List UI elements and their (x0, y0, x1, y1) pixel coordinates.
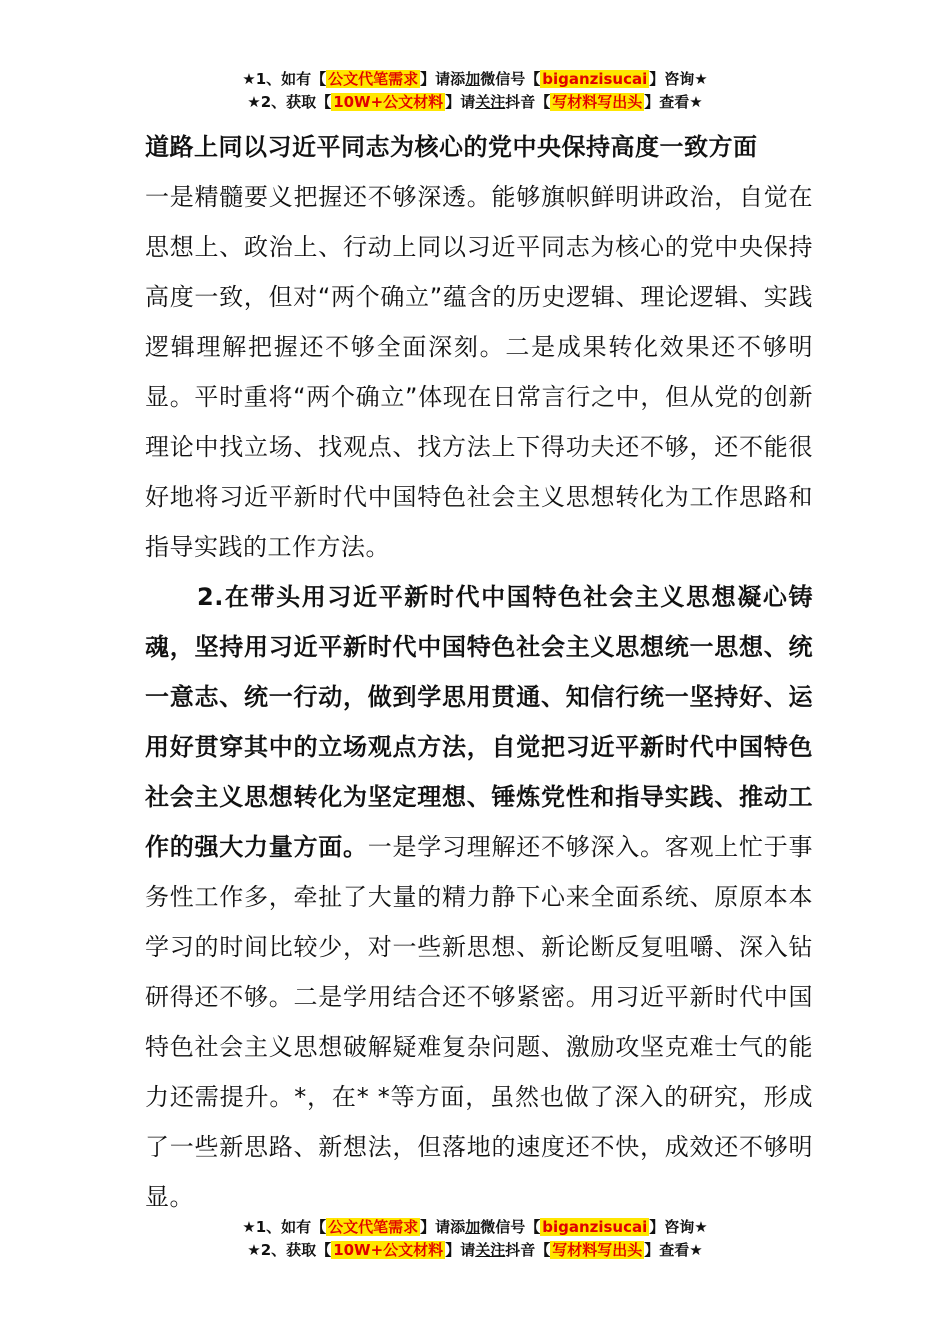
banner-text: 】请添 (420, 70, 466, 88)
section-heading-1: 道路上同以习近平同志为核心的党中央保持高度一致方面 (145, 133, 758, 161)
banner-text: ★1、如有【 (242, 70, 327, 88)
banner-line-1 (0, 1216, 950, 1239)
banner-text: 】请 (445, 93, 476, 111)
banner-text: 微信号【 (480, 70, 541, 88)
banner-text: ★2、获取【 (247, 93, 332, 111)
banner-highlight: biganzisucai (542, 70, 648, 88)
banner-text: 】咨询★ (649, 70, 708, 88)
banner-text: 】请 (445, 1241, 476, 1259)
header-banner (0, 68, 950, 114)
banner-text: 微信号【 (480, 1218, 541, 1236)
banner-line-2 (0, 1239, 950, 1262)
banner-underline: 关注 (475, 93, 506, 111)
banner-underline: 关注 (475, 1241, 506, 1259)
banner-highlight: 写材料写出头 (552, 1241, 643, 1259)
paragraph-2 (145, 572, 813, 1222)
banner-underline: 加 (465, 70, 481, 88)
banner-highlight: 10W+公文材料 (333, 93, 444, 111)
banner-highlight: biganzisucai (542, 1218, 648, 1236)
banner-text: 】查看★ (644, 1241, 703, 1259)
banner-text: ★1、如有【 (242, 1218, 327, 1236)
banner-line-2 (0, 91, 950, 114)
banner-highlight: 公文代笔需求 (328, 1218, 419, 1236)
document-body (145, 122, 813, 1222)
banner-text: 抖音【 (505, 93, 551, 111)
banner-highlight: 写材料写出头 (552, 93, 643, 111)
banner-highlight: 10W+公文材料 (333, 1241, 444, 1259)
banner-text: 】咨询★ (649, 1218, 708, 1236)
banner-text: 抖音【 (505, 1241, 551, 1259)
banner-text: 】查看★ (644, 93, 703, 111)
banner-underline: 加 (465, 1218, 481, 1236)
paragraph-1: 一是精髓要义把握还不够深透。能够旗帜鲜明讲政治，自觉在思想上、政治上、行动上同以习近平同志为核心的党中央保持高度一致，但对“两个确立”蕴含的历史逻辑、理论逻辑、实践逻辑理解把握还不够全面深刻。二是成果转化效果还不够明显。平时重将“两个确立”体现在日常言行之中，但从党的创新理论中找立场、找观点、找方法上下得功夫还不够，还不能很好地将习近平新时代中国特色社会主义思想转化为工作思路和指导实践的工作方法。 (145, 183, 813, 561)
banner-text: 】请添 (420, 1218, 466, 1236)
banner-text: ★2、获取【 (247, 1241, 332, 1259)
section-heading-2: 2.在带头用习近平新时代中国特色社会主义思想凝心铸魂，坚持用习近平新时代中国特色社会主义思想统一思想、统一意志、统一行动，做到学思用贯通、知信行统一坚持好、运用好贯穿其中的立场观点方法，自觉把习近平新时代中国特色社会主义思想转化为坚定理想、锤炼党性和指导实践、推动工作的强大力量方面。 (145, 583, 813, 861)
banner-line-1 (0, 68, 950, 91)
footer-banner (0, 1216, 950, 1262)
banner-highlight: 公文代笔需求 (328, 70, 419, 88)
paragraph-2-body: 一是学习理解还不够深入。客观上忙于事务性工作多，牵扯了大量的精力静下心来全面系统、原原本本学习的时间比较少，对一些新思想、新论断反复咀嚼、深入钻研得还不够。二是学用结合还不够紧密。用习近平新时代中国特色社会主义思想破解疑难复杂问题、激励攻坚克难士气的能力还需提升。*，在* *等方面，虽然也做了深入的研究，形成了一些新思路、新想法，但落地的速度还不快，成效还不够明显。 (145, 833, 813, 1211)
